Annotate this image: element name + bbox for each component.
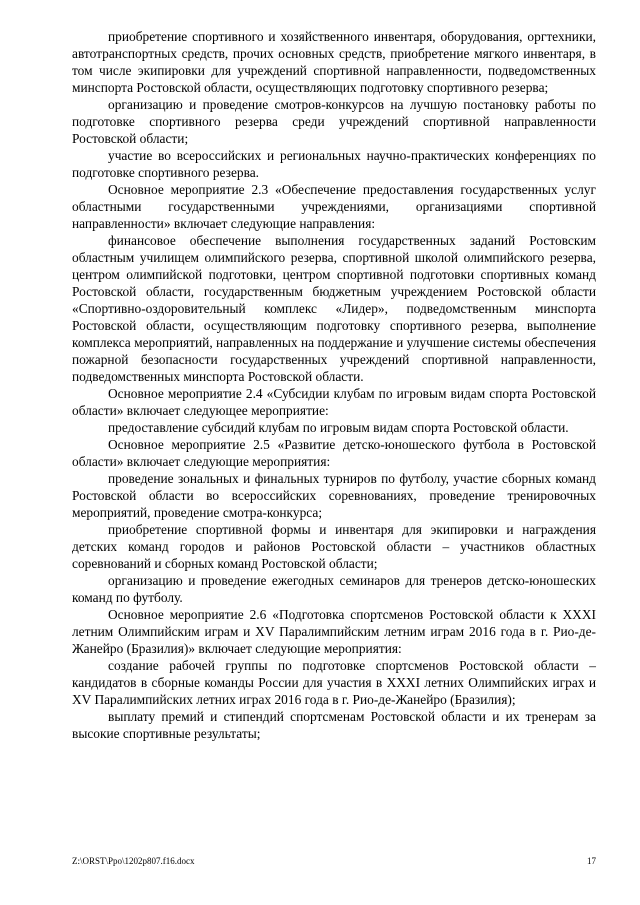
- paragraph: создание рабочей группы по подготовке спортсменов Ростовской области – кандидатов в сборные команды России для участия в XXXI летних Олимпийских играх и XV Паралимпийских летних играх 2016 года в г. Рио-де-Жанейро (Бразилия);: [72, 658, 596, 707]
- paragraph: проведение зональных и финальных турниров по футболу, участие сборных команд Ростовской области во всероссийских соревнованиях, проведение тренировочных мероприятий, проведение смотра-конкурса;: [72, 471, 596, 520]
- paragraph: приобретение спортивной формы и инвентаря для экипировки и награждения детских команд городов и районов Ростовской области – участников областных соревнований и сборных команд Ростовской области;: [72, 522, 596, 571]
- paragraph: Основное мероприятие 2.4 «Субсидии клубам по игровым видам спорта Ростовской области» включает следующее мероприятие:: [72, 386, 596, 418]
- paragraph: организацию и проведение ежегодных семинаров для тренеров детско-юношеских команд по футболу.: [72, 573, 596, 605]
- paragraph: приобретение спортивного и хозяйственного инвентаря, оборудования, оргтехники, автотранспортных средств, прочих основных средств, приобретение мягкого инвентаря, в том числе экипировки для учреждений спортивной направленности, подведомственных минспорта Ростовской области, осуществляющих подготовку спортивного резерва;: [72, 29, 596, 95]
- paragraph: выплату премий и стипендий спортсменам Ростовской области и их тренерам за высокие спортивные результаты;: [72, 709, 596, 741]
- document-body: [72, 28, 596, 742]
- paragraph: финансовое обеспечение выполнения государственных заданий Ростовским областным училищем олимпийского резерва, спортивной школой олимпийского резерва, центром олимпийской подготовки, центром спортивной подготовки спортивных команд Ростовской области, государственным бюджетным учреждением Ростовской области «Спортивно-оздоровительный комплекс «Лидер», подведомственным минспорта Ростовской области, осуществляющим подготовку спортивного резерва, выполнение комплекса мероприятий, направленных на поддержание и улучшение системы обеспечения пожарной безопасности государственных учреждений спортивной направленности, подведомственных минспорта Ростовской области.: [72, 233, 596, 384]
- paragraph: Основное мероприятие 2.3 «Обеспечение предоставления государственных услуг областными государственными учреждениями, организациями спортивной направленности» включает следующие направления:: [72, 182, 596, 231]
- paragraph: Основное мероприятие 2.6 «Подготовка спортсменов Ростовской области к XXXI летним Олимпийским играм и XV Паралимпийским летним играм 2016 года в г. Рио-де-Жанейро (Бразилия)» включает следующие мероприятия:: [72, 607, 596, 656]
- page-number: 17: [587, 856, 596, 866]
- file-path: Z:\ORST\Ppo\1202p807.f16.docx: [72, 856, 195, 866]
- paragraph: предоставление субсидий клубам по игровым видам спорта Ростовской области.: [108, 420, 569, 435]
- paragraph: участие во всероссийских и региональных научно-практических конференциях по подготовке спортивного резерва.: [72, 148, 596, 180]
- paragraph: организацию и проведение смотров-конкурсов на лучшую постановку работы по подготовке спортивного резерва среди учреждений спортивной направленности Ростовской области;: [72, 97, 596, 146]
- paragraph: Основное мероприятие 2.5 «Развитие детско-юношеского футбола в Ростовской области» включает следующие мероприятия:: [72, 437, 596, 469]
